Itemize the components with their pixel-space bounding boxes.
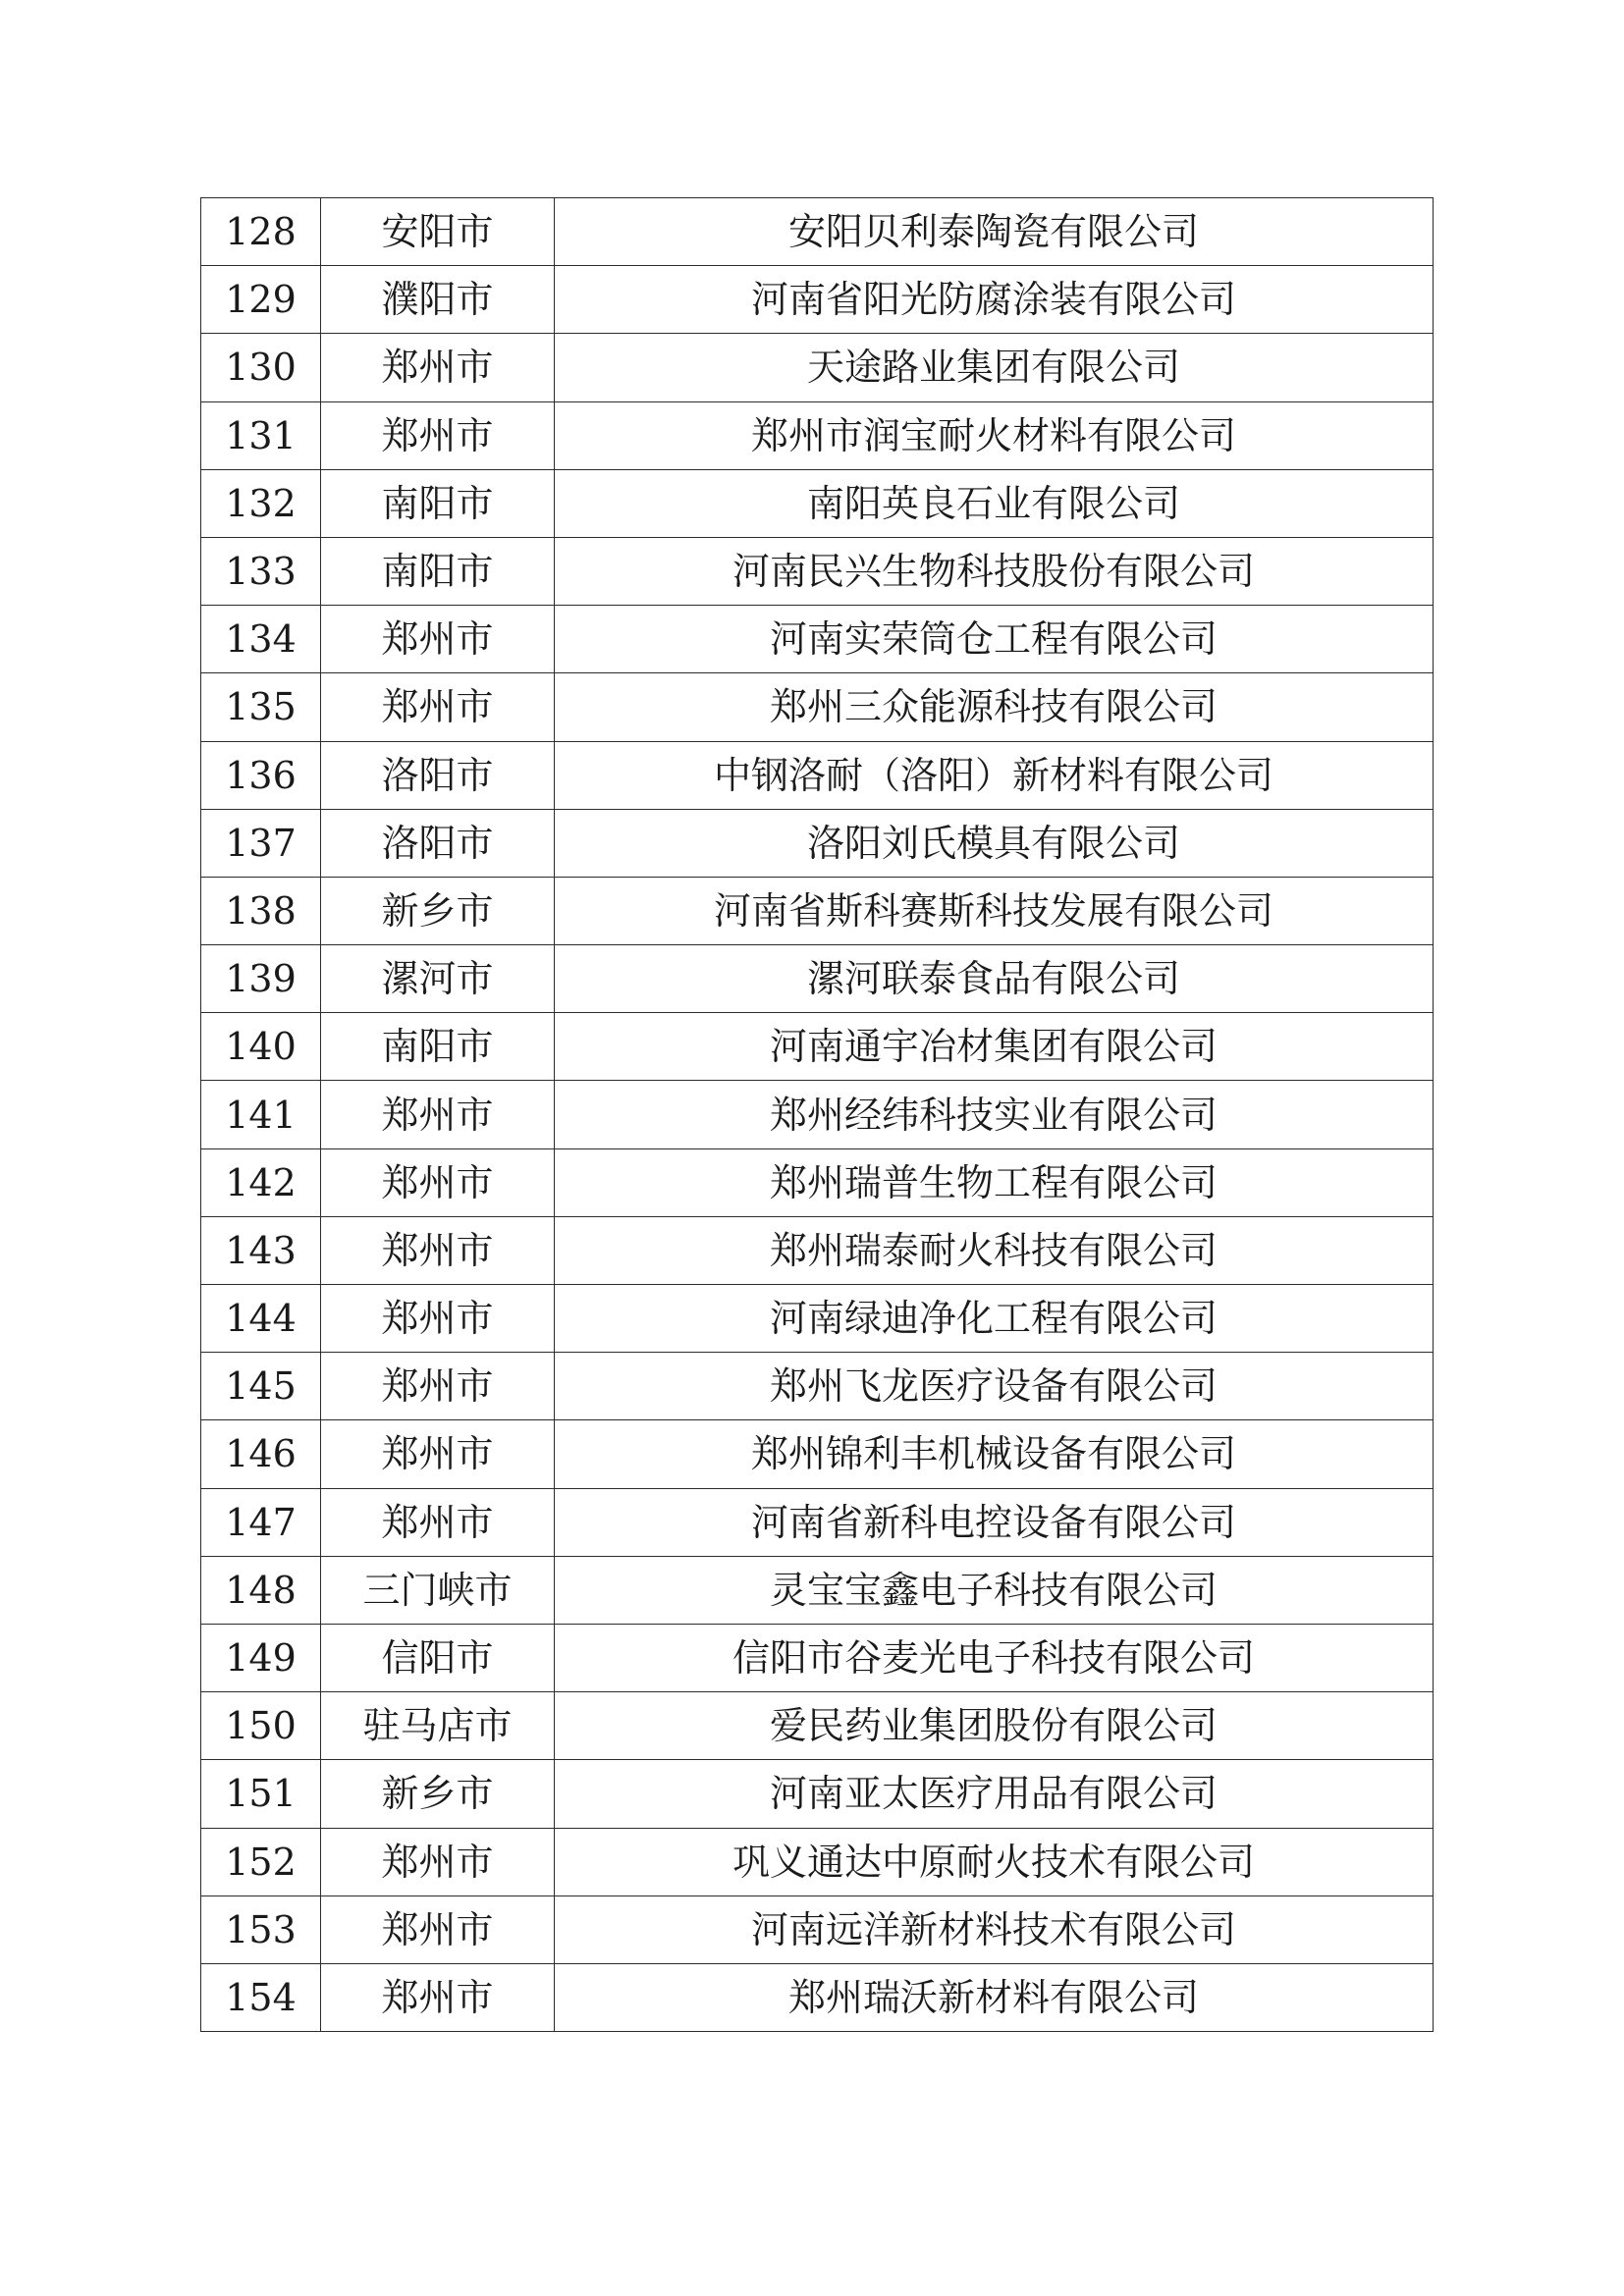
row-city: 三门峡市 — [321, 1556, 555, 1624]
row-company: 郑州市润宝耐火材料有限公司 — [555, 401, 1434, 469]
row-city: 郑州市 — [321, 1148, 555, 1216]
row-city: 南阳市 — [321, 469, 555, 537]
row-company: 河南省斯科赛斯科技发展有限公司 — [555, 877, 1434, 944]
table-row — [201, 1285, 1434, 1353]
row-city: 南阳市 — [321, 537, 555, 605]
table-row — [201, 1828, 1434, 1896]
row-city: 郑州市 — [321, 1896, 555, 1963]
row-index: 133 — [201, 537, 321, 605]
table-row — [201, 1013, 1434, 1081]
row-company: 中钢洛耐（洛阳）新材料有限公司 — [555, 741, 1434, 809]
row-city: 郑州市 — [321, 1420, 555, 1488]
table-row — [201, 741, 1434, 809]
table-row — [201, 401, 1434, 469]
row-company: 河南省新科电控设备有限公司 — [555, 1488, 1434, 1556]
row-index: 148 — [201, 1556, 321, 1624]
row-city: 濮阳市 — [321, 266, 555, 334]
table-row — [201, 1081, 1434, 1148]
row-city: 郑州市 — [321, 1081, 555, 1148]
table-row — [201, 1420, 1434, 1488]
row-index: 140 — [201, 1013, 321, 1081]
table-row — [201, 1624, 1434, 1691]
row-company: 安阳贝利泰陶瓷有限公司 — [555, 198, 1434, 266]
table-row — [201, 1488, 1434, 1556]
row-company: 灵宝宝鑫电子科技有限公司 — [555, 1556, 1434, 1624]
row-city: 郑州市 — [321, 606, 555, 673]
row-city: 郑州市 — [321, 1828, 555, 1896]
table-row — [201, 334, 1434, 401]
table-row — [201, 469, 1434, 537]
row-city: 郑州市 — [321, 1488, 555, 1556]
table-row — [201, 266, 1434, 334]
table-row — [201, 198, 1434, 266]
table-row — [201, 1760, 1434, 1828]
row-company: 巩义通达中原耐火技术有限公司 — [555, 1828, 1434, 1896]
table-row — [201, 1556, 1434, 1624]
row-index: 141 — [201, 1081, 321, 1148]
table-body — [201, 198, 1434, 2032]
table-row — [201, 606, 1434, 673]
row-index: 152 — [201, 1828, 321, 1896]
row-city: 安阳市 — [321, 198, 555, 266]
row-company: 河南通宇冶材集团有限公司 — [555, 1013, 1434, 1081]
row-index: 131 — [201, 401, 321, 469]
row-index: 137 — [201, 809, 321, 877]
row-index: 153 — [201, 1896, 321, 1963]
row-city: 郑州市 — [321, 1216, 555, 1284]
row-index: 145 — [201, 1353, 321, 1420]
row-index: 150 — [201, 1692, 321, 1760]
row-index: 147 — [201, 1488, 321, 1556]
row-company: 郑州飞龙医疗设备有限公司 — [555, 1353, 1434, 1420]
row-company: 郑州锦利丰机械设备有限公司 — [555, 1420, 1434, 1488]
row-city: 郑州市 — [321, 1353, 555, 1420]
row-index: 143 — [201, 1216, 321, 1284]
row-index: 139 — [201, 945, 321, 1013]
row-city: 漯河市 — [321, 945, 555, 1013]
row-index: 129 — [201, 266, 321, 334]
row-city: 驻马店市 — [321, 1692, 555, 1760]
row-city: 新乡市 — [321, 1760, 555, 1828]
row-index: 151 — [201, 1760, 321, 1828]
row-company: 天途路业集团有限公司 — [555, 334, 1434, 401]
table-row — [201, 1896, 1434, 1963]
table-row — [201, 945, 1434, 1013]
row-company: 郑州瑞普生物工程有限公司 — [555, 1148, 1434, 1216]
row-city: 郑州市 — [321, 334, 555, 401]
table-row — [201, 537, 1434, 605]
table-row — [201, 877, 1434, 944]
row-company: 漯河联泰食品有限公司 — [555, 945, 1434, 1013]
row-company: 郑州瑞沃新材料有限公司 — [555, 1963, 1434, 2031]
row-company: 河南亚太医疗用品有限公司 — [555, 1760, 1434, 1828]
row-company: 信阳市谷麦光电子科技有限公司 — [555, 1624, 1434, 1691]
row-index: 146 — [201, 1420, 321, 1488]
table-row — [201, 1692, 1434, 1760]
row-company: 爱民药业集团股份有限公司 — [555, 1692, 1434, 1760]
row-company: 河南民兴生物科技股份有限公司 — [555, 537, 1434, 605]
row-company: 郑州瑞泰耐火科技有限公司 — [555, 1216, 1434, 1284]
row-company: 洛阳刘氏模具有限公司 — [555, 809, 1434, 877]
row-city: 洛阳市 — [321, 809, 555, 877]
row-city: 郑州市 — [321, 1285, 555, 1353]
row-index: 130 — [201, 334, 321, 401]
row-company: 河南省阳光防腐涂装有限公司 — [555, 266, 1434, 334]
row-city: 新乡市 — [321, 877, 555, 944]
row-index: 134 — [201, 606, 321, 673]
row-index: 142 — [201, 1148, 321, 1216]
row-index: 132 — [201, 469, 321, 537]
table-row — [201, 1353, 1434, 1420]
table-row — [201, 1963, 1434, 2031]
row-company: 南阳英良石业有限公司 — [555, 469, 1434, 537]
row-city: 信阳市 — [321, 1624, 555, 1691]
row-city: 洛阳市 — [321, 741, 555, 809]
company-list-table — [200, 197, 1434, 2032]
row-index: 154 — [201, 1963, 321, 2031]
table-row — [201, 1148, 1434, 1216]
table-row — [201, 1216, 1434, 1284]
row-city: 郑州市 — [321, 401, 555, 469]
row-index: 138 — [201, 877, 321, 944]
row-city: 郑州市 — [321, 673, 555, 741]
row-index: 149 — [201, 1624, 321, 1691]
row-index: 128 — [201, 198, 321, 266]
row-index: 136 — [201, 741, 321, 809]
row-city: 南阳市 — [321, 1013, 555, 1081]
table-row — [201, 809, 1434, 877]
row-index: 135 — [201, 673, 321, 741]
table-row — [201, 673, 1434, 741]
row-company: 河南远洋新材料技术有限公司 — [555, 1896, 1434, 1963]
row-company: 郑州经纬科技实业有限公司 — [555, 1081, 1434, 1148]
row-company: 河南实荣筒仓工程有限公司 — [555, 606, 1434, 673]
row-index: 144 — [201, 1285, 321, 1353]
row-city: 郑州市 — [321, 1963, 555, 2031]
row-company: 郑州三众能源科技有限公司 — [555, 673, 1434, 741]
row-company: 河南绿迪净化工程有限公司 — [555, 1285, 1434, 1353]
